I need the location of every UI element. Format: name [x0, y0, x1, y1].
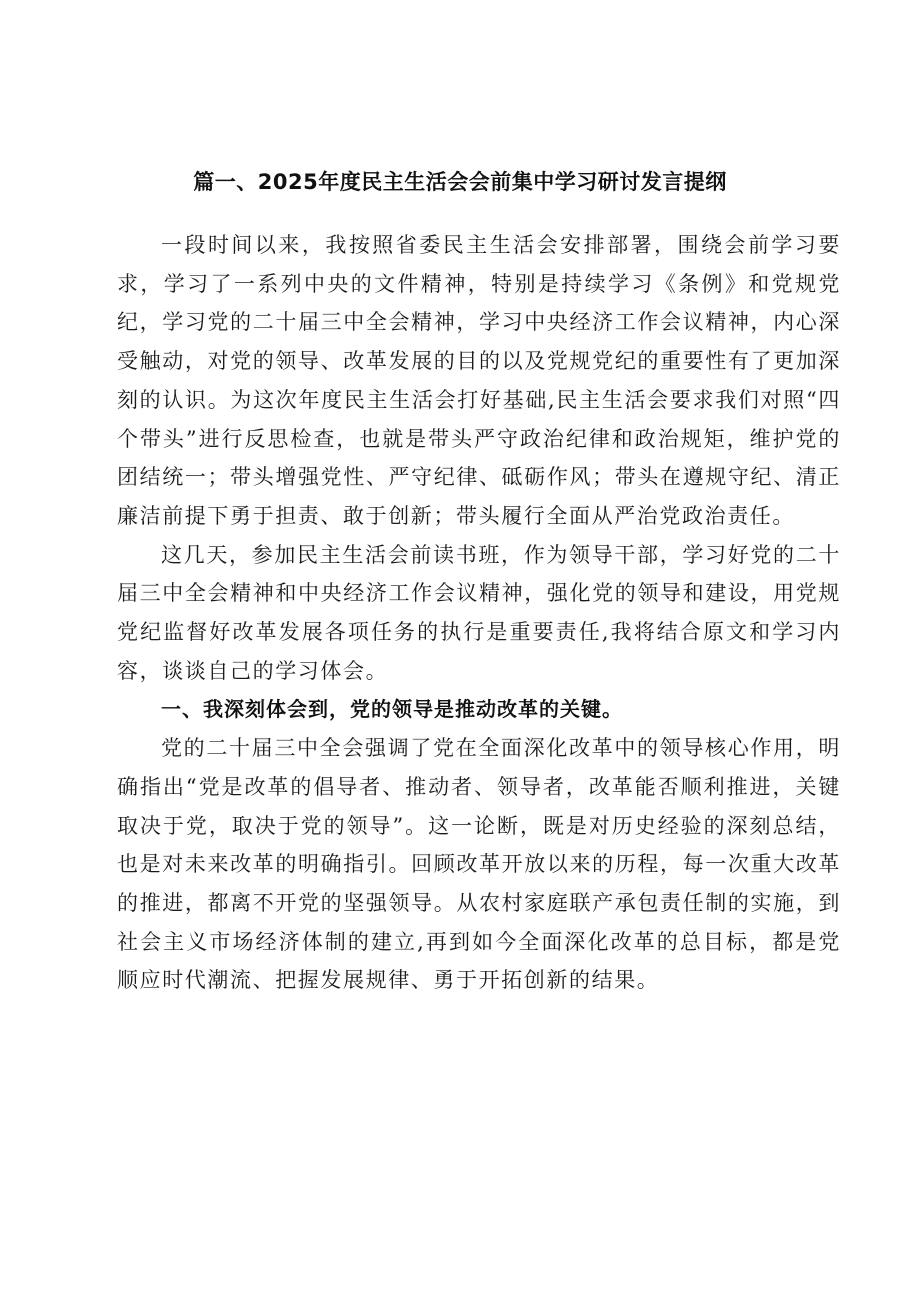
document-body: [117, 226, 841, 1000]
section-heading: 一、我深刻体会到，党的领导是推动改革的关键。: [161, 697, 623, 722]
section-paragraph: 党的二十届三中全会强调了党在全面深化改革中的领导核心作用，明确指出“党是改革的倡导者、推动者、领导者，改革能否顺利推进，关键取决于党，取决于党的领导”。这一论断，既是对历史经验的深刻总结，也是对未来改革的明确指引。回顾改革开放以来的历程，每一次重大改革的推进，都离不开党的坚强领导。从农村家庭联产承包责任制的实施，到社会主义市场经济体制的建立,再到如今全面深化改革的总目标，都是党顺应时代潮流、把握发展规律、勇于开拓创新的结果。: [117, 736, 841, 993]
intro-paragraph: 一段时间以来，我按照省委民主生活会安排部署，围绕会前学习要求，学习了一系列中央的文件精神，特别是持续学习《条例》和党规党纪，学习党的二十届三中全会精神，学习中央经济工作会议精神，内心深受触动，对党的领导、改革发展的目的以及党规党纪的重要性有了更加深刻的认识。为这次年度民主生活会打好基础,民主生活会要求我们对照“四个带头”进行反思检查，也就是带头严守政治纪律和政治规矩，维护党的团结统一；带头增强党性、严守纪律、砥砺作风；带头在遵规守纪、清正廉洁前提下勇于担责、敢于创新；带头履行全面从严治党政治责任。: [117, 233, 841, 528]
second-paragraph: 这几天，参加民主生活会前读书班，作为领导干部，学习好党的二十届三中全会精神和中央经济工作会议精神，强化党的领导和建设，用党规党纪监督好改革发展各项任务的执行是重要责任,我将结合原文和学习内容，谈谈自己的学习体会。: [117, 542, 841, 683]
document-title: 篇一、2025年度民主生活会会前集中学习研讨发言提纲: [193, 170, 727, 194]
